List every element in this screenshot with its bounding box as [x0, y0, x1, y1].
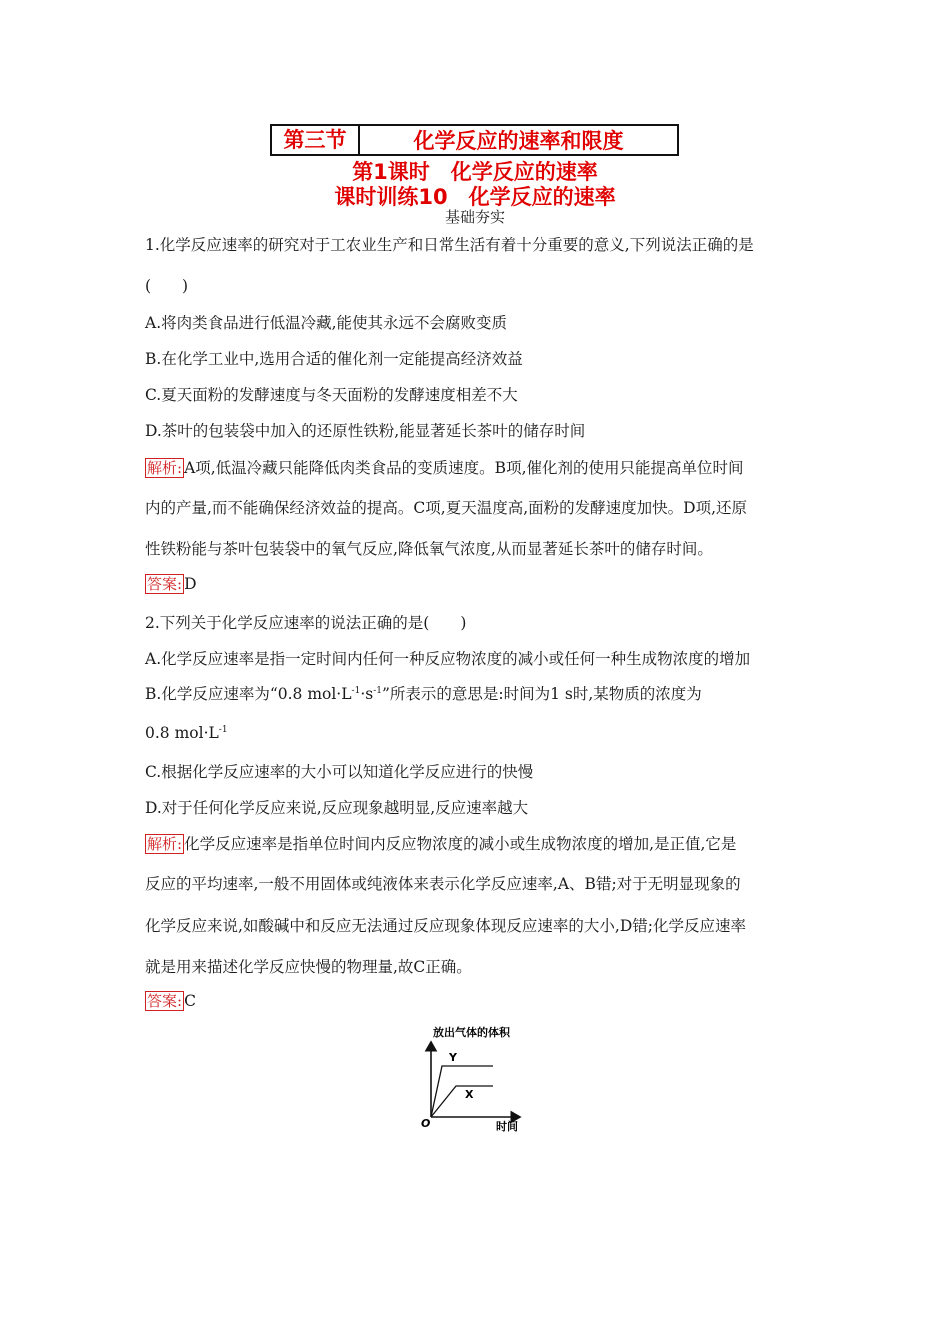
superscript: -1 [373, 686, 382, 696]
answer-label: 答案: [147, 992, 183, 1010]
answer-label: 答案: [147, 575, 183, 593]
q2-option-b-pre: B.化学反应速率为“0.8 mol·L [145, 685, 352, 703]
q1-analysis-line3: 性铁粉能与茶叶包装袋中的氧气反应,降低氧气浓度,从而显著延长茶叶的储存时间。 [145, 540, 713, 558]
q2-option-b [145, 682, 702, 704]
superscript: -1 [218, 725, 228, 735]
training-title: 课时训练10 化学反应的速率 [334, 185, 616, 209]
q1-answer-value: D [184, 575, 197, 593]
q2-answer-value: C [184, 992, 196, 1010]
q2-option-c: C.根据化学反应速率的大小可以知道化学反应进行的快慢 [145, 763, 534, 781]
q2-analysis-line3: 化学反应来说,如酸碱中和反应无法通过反应现象体现反应速率的大小,D错;化学反应速率 [145, 917, 747, 935]
q2-analysis-line2: 反应的平均速率,一般不用固体或纯液体来表示化学反应速率,A、B错;对于无明显现象的 [145, 875, 741, 893]
q1-option-a: A.将肉类食品进行低温冷藏,能使其永远不会腐败变质 [145, 314, 508, 332]
series-y-label: Y [449, 1051, 457, 1064]
y-axis-label: 放出气体的体积 [433, 1026, 510, 1039]
q1-analysis-line2: 内的产量,而不能确保经济效益的提高。C项,夏天温度高,面粉的发酵速度加快。D项,还原 [145, 499, 747, 517]
q2-option-d: D.对于任何化学反应来说,反应现象越明显,反应速率越大 [145, 799, 529, 817]
subtitle: 基础夯实 [444, 208, 505, 226]
q1-analysis-text1: A项,低温冷藏只能降低肉类食品的变质速度。B项,催化剂的使用只能提高单位时间 [184, 459, 744, 477]
q2-answer [145, 991, 196, 1011]
curve-x [431, 1086, 493, 1117]
gas-volume-figure [410, 1020, 560, 1135]
q2-option-b-line2 [145, 724, 228, 742]
q2-option-b-mid: ·s [360, 685, 374, 703]
section-number: 第三节 [272, 126, 360, 154]
q1-stem-line2: ( ) [145, 277, 189, 295]
series-x-label: X [465, 1088, 474, 1101]
section-header [270, 124, 679, 156]
q1-analysis-line1 [145, 456, 744, 478]
section-name: 化学反应的速率和限度 [413, 129, 624, 153]
q1-option-b: B.在化学工业中,选用合适的催化剂一定能提高经济效益 [145, 350, 523, 368]
analysis-label: 解析: [147, 459, 183, 477]
q2-analysis-line1 [145, 832, 736, 854]
q1-option-d: D.茶叶的包装袋中加入的还原性铁粉,能显著延长茶叶的储存时间 [145, 422, 586, 440]
q2-option-b-line2-text: 0.8 mol·L [145, 724, 219, 742]
q2-stem: 2.下列关于化学反应速率的说法正确的是( ) [145, 614, 467, 632]
lesson-title: 第1课时 化学反应的速率 [352, 160, 598, 184]
q1-answer [145, 574, 197, 594]
curve-y [431, 1066, 493, 1117]
q2-option-a: A.化学反应速率是指一定时间内任何一种反应物浓度的减小或任何一种生成物浓度的增加 [145, 650, 751, 668]
q1-option-c: C.夏天面粉的发酵速度与冬天面粉的发酵速度相差不大 [145, 386, 518, 404]
origin-label: O [421, 1117, 431, 1130]
analysis-label: 解析: [147, 835, 183, 853]
q2-option-b-post: ”所表示的意思是:时间为1 s时,某物质的浓度为 [381, 685, 702, 703]
x-axis-label: 时间 [496, 1120, 518, 1133]
q1-stem-line1: 1.化学反应速率的研究对于工农业生产和日常生活有着十分重要的意义,下列说法正确的是 [145, 236, 754, 254]
q2-analysis-line4: 就是用来描述化学反应快慢的物理量,故C正确。 [145, 958, 472, 976]
q2-analysis-text1: 化学反应速率是指单位时间内反应物浓度的减小或生成物浓度的增加,是正值,它是 [184, 835, 737, 853]
superscript: -1 [351, 686, 361, 696]
